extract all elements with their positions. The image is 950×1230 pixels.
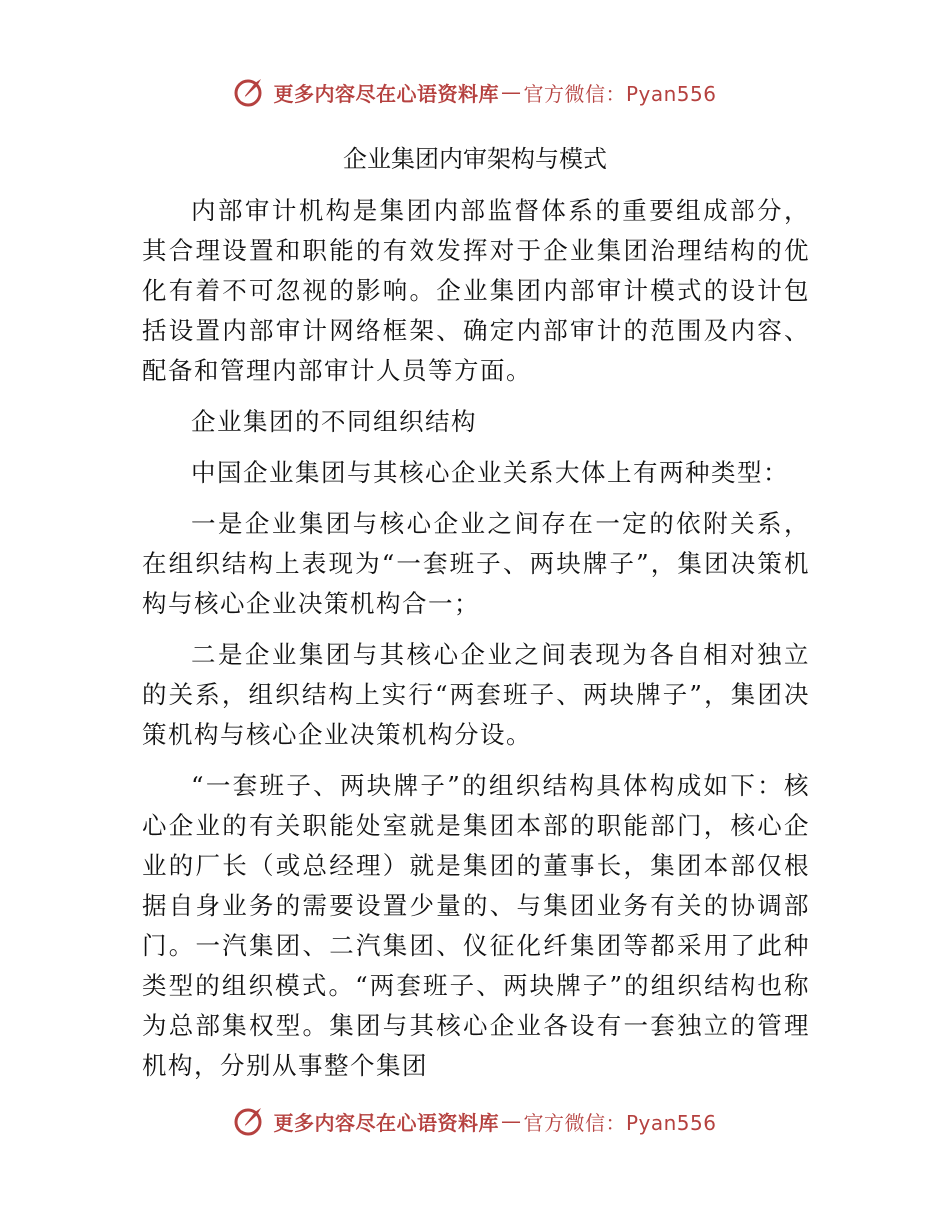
feather-pen-logo-icon (233, 75, 267, 109)
document-title: 企业集团内审架构与模式 (343, 145, 607, 173)
paragraph-types-intro: 中国企业集团与其核心企业关系大体上有两种类型： (191, 458, 789, 487)
paragraph-intro: 内部审计机构是集团内部监督体系的重要组成部分，其合理设置和职能的有效发挥对于企业集团治理结构的优化有着不可忽视的影响。企业集团内部审计模式的设计包括设置内部审计网络框架、确定内部审计的范围及内容、配备和管理内部审计人员等方面。 (142, 196, 810, 385)
banner-brand-text: 更多内容尽在心语资料库 (273, 81, 499, 106)
header-banner (0, 72, 950, 112)
feather-pen-logo-icon (233, 1104, 267, 1138)
footer-banner (0, 1101, 950, 1141)
banner-brand-text: 更多内容尽在心语资料库 (273, 1110, 499, 1135)
banner-wechat-text: 官方微信：Pyan556 (523, 81, 717, 106)
banner-separator: — (500, 1109, 522, 1133)
banner-wechat-text: 官方微信：Pyan556 (523, 1110, 717, 1135)
document-body (142, 191, 810, 1097)
banner-separator: — (500, 80, 522, 104)
paragraph-type-two: 二是企业集团与其核心企业之间表现为各自相对独立的关系，组织结构上实行“两套班子、两块牌子”，集团决策机构与核心企业决策机构分设。 (142, 640, 810, 749)
paragraph-type-one: 一是企业集团与核心企业之间存在一定的依附关系，在组织结构上表现为“一套班子、两块牌子”，集团决策机构与核心企业决策机构合一； (142, 509, 810, 618)
paragraph-section-heading: 企业集团的不同组织结构 (191, 407, 477, 436)
paragraph-structure-detail: “一套班子、两块牌子”的组织结构具体构成如下：核心企业的有关职能处室就是集团本部的职能部门，核心企业的厂长（或总经理）就是集团的董事长，集团本部仅根据自身业务的需要设置少量的、与集团业务有关的协调部门。一汽集团、二汽集团、仪征化纤集团等都采用了此种类型的组织模式。“两套班子、两块牌子”的组织结构也称为总部集权型。集团与其核心企业各设有一套独立的管理机构，分别从事整个集团 (142, 771, 810, 1080)
